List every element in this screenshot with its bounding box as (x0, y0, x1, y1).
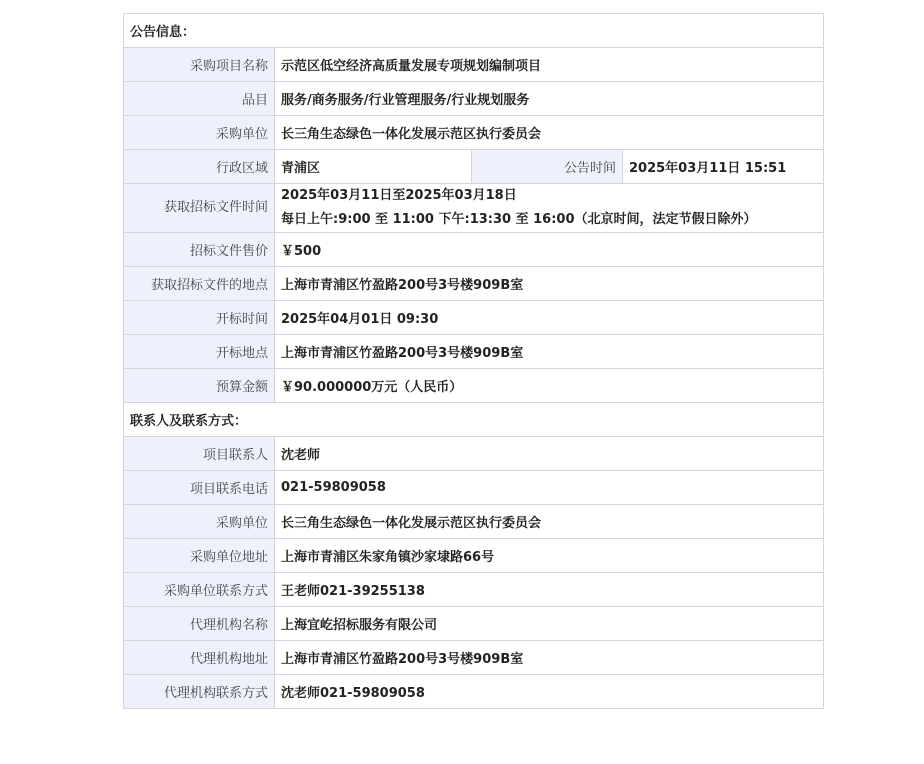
obtain-time-dates: 2025年03月11日至2025年03月18日 (281, 188, 517, 203)
announcement-table (123, 13, 824, 709)
table-row (124, 267, 824, 301)
project-name-value: 示范区低空经济高质量发展专项规划编制项目 (275, 48, 824, 82)
contact-person-value: 沈老师 (275, 437, 824, 471)
table-row (124, 184, 824, 233)
announce-time-value: 2025年03月11日 15:51 (623, 150, 824, 184)
table-row (124, 437, 824, 471)
field-label: 获取招标文件时间 (124, 184, 275, 233)
field-label: 代理机构地址 (124, 641, 275, 675)
field-label: 代理机构联系方式 (124, 675, 275, 709)
field-label: 采购单位地址 (124, 539, 275, 573)
field-label: 招标文件售价 (124, 233, 275, 267)
table-row (124, 116, 824, 150)
bid-open-place-value: 上海市青浦区竹盈路200号3号楼909B室 (275, 335, 824, 369)
field-label: 开标地点 (124, 335, 275, 369)
field-label: 预算金额 (124, 369, 275, 403)
doc-price-value: ￥500 (275, 233, 824, 267)
table-row (124, 82, 824, 116)
field-label: 采购单位 (124, 116, 275, 150)
contact-phone-value: 021-59809058 (275, 471, 824, 505)
agency-address-value: 上海市青浦区竹盈路200号3号楼909B室 (275, 641, 824, 675)
section-title-announcement: 公告信息： (124, 14, 824, 48)
field-label: 行政区域 (124, 150, 275, 184)
agency-contact-value: 沈老师021-59809058 (275, 675, 824, 709)
obtain-place-value: 上海市青浦区竹盈路200号3号楼909B室 (275, 267, 824, 301)
field-label: 代理机构名称 (124, 607, 275, 641)
table-row (124, 48, 824, 82)
table-row (124, 641, 824, 675)
field-label: 开标时间 (124, 301, 275, 335)
table-row (124, 471, 824, 505)
category-value: 服务/商务服务/行业管理服务/行业规划服务 (275, 82, 824, 116)
region-value: 青浦区 (275, 150, 472, 184)
table-row (124, 607, 824, 641)
purchaser-address-value: 上海市青浦区朱家角镇沙家埭路66号 (275, 539, 824, 573)
section-title-contacts: 联系人及联系方式： (124, 403, 824, 437)
field-label: 获取招标文件的地点 (124, 267, 275, 301)
field-label: 品目 (124, 82, 275, 116)
table-row (124, 150, 824, 184)
table-row (124, 505, 824, 539)
table-row (124, 233, 824, 267)
bid-open-time-value: 2025年04月01日 09:30 (275, 301, 824, 335)
purchaser-value: 长三角生态绿色一体化发展示范区执行委员会 (275, 505, 824, 539)
purchaser-value: 长三角生态绿色一体化发展示范区执行委员会 (275, 116, 824, 150)
table-row (124, 573, 824, 607)
table-row (124, 675, 824, 709)
field-label: 采购单位联系方式 (124, 573, 275, 607)
field-label: 项目联系电话 (124, 471, 275, 505)
obtain-time-value (275, 184, 824, 233)
agency-name-value: 上海宜屹招标服务有限公司 (275, 607, 824, 641)
field-label: 公告时间 (472, 150, 623, 184)
field-label: 项目联系人 (124, 437, 275, 471)
table-row (124, 335, 824, 369)
budget-value: ￥90.000000万元（人民币） (275, 369, 824, 403)
purchaser-contact-value: 王老师021-39255138 (275, 573, 824, 607)
obtain-time-hours: 每日上午:9:00 至 11:00 下午:13:30 至 16:00（北京时间，法定节假日除外） (281, 212, 757, 227)
table-row (124, 369, 824, 403)
table-row (124, 539, 824, 573)
table-row (124, 301, 824, 335)
field-label: 采购单位 (124, 505, 275, 539)
section-header-row (124, 14, 824, 48)
section-header-row (124, 403, 824, 437)
field-label: 采购项目名称 (124, 48, 275, 82)
